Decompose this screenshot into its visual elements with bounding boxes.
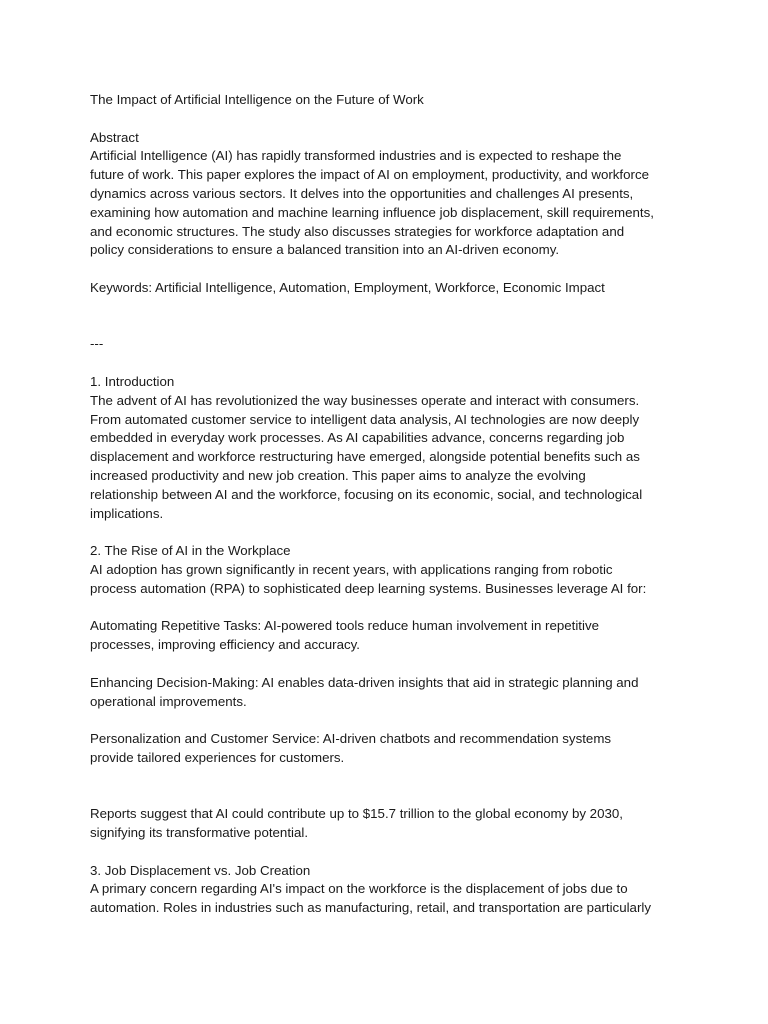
rise-line: process automation (RPA) to sophisticated deep learning systems. Businesses leverage AI for: [90,580,647,596]
abstract-line: dynamics across various sectors. It delves into the opportunities and challenges AI presents, [90,185,634,201]
abstract-line: Artificial Intelligence (AI) has rapidly transformed industries and is expected to reshape the [90,148,622,164]
abstract-line: examining how automation and machine learning influence job displacement, skill requirements, [90,204,654,220]
report-line: Reports suggest that AI could contribute up to $15.7 trillion to the global economy by 2030, [90,806,623,822]
introduction-section [90,373,690,523]
list-item [90,674,690,712]
displacement-line: automation. Roles in industries such as manufacturing, retail, and transportation are particularly [90,900,651,916]
introduction-heading: 1. Introduction [90,373,175,389]
separator: --- [90,336,104,352]
rise-heading: 2. The Rise of AI in the Workplace [90,543,291,559]
abstract-line: future of work. This paper explores the impact of AI on employment, productivity, and workforce [90,167,649,183]
rise-section [90,542,690,843]
displacement-heading: 3. Job Displacement vs. Job Creation [90,862,311,878]
introduction-line: implications. [90,505,164,521]
abstract-section [90,129,690,261]
introduction-line: embedded in everyday work processes. As AI capabilities advance, concerns regarding job [90,430,625,446]
list-item-line: Enhancing Decision-Making: AI enables data-driven insights that aid in strategic planning and [90,674,639,690]
list-item [90,730,690,768]
displacement-section [90,862,690,918]
introduction-line: increased productivity and new job creation. This paper aims to analyze the evolving [90,467,586,483]
list-item [90,617,690,655]
list-item-line: Automating Repetitive Tasks: AI-powered tools reduce human involvement in repetitive [90,618,600,634]
keywords: Keywords: Artificial Intelligence, Automation, Employment, Workforce, Economic Impact [90,279,605,295]
introduction-line: displacement and workforce restructuring have emerged, alongside potential benefits such as [90,449,640,465]
introduction-line: The advent of AI has revolutionized the way businesses operate and interact with consumers. [90,392,640,408]
introduction-line: From automated customer service to intelligent data analysis, AI technologies are now deeply [90,411,640,427]
rise-line: AI adoption has grown significantly in recent years, with applications ranging from robotic [90,561,613,577]
abstract-heading: Abstract [90,129,139,145]
list-item-line: Personalization and Customer Service: AI-driven chatbots and recommendation systems [90,731,612,747]
abstract-line: and economic structures. The study also discusses strategies for workforce adaptation and [90,223,625,239]
report-line: signifying its transformative potential. [90,825,309,841]
displacement-line: A primary concern regarding AI's impact on the workforce is the displacement of jobs due to [90,881,628,897]
list-item-line: provide tailored experiences for customers. [90,749,345,765]
report-paragraph [90,805,690,843]
abstract-line: policy considerations to ensure a balanced transition into an AI-driven economy. [90,242,560,258]
introduction-line: relationship between AI and the workforce, focusing on its economic, social, and technological [90,486,643,502]
document-page [90,91,690,918]
document-title: The Impact of Artificial Intelligence on the Future of Work [90,92,424,107]
list-item-line: processes, improving efficiency and accuracy. [90,637,361,653]
list-item-line: operational improvements. [90,693,247,709]
